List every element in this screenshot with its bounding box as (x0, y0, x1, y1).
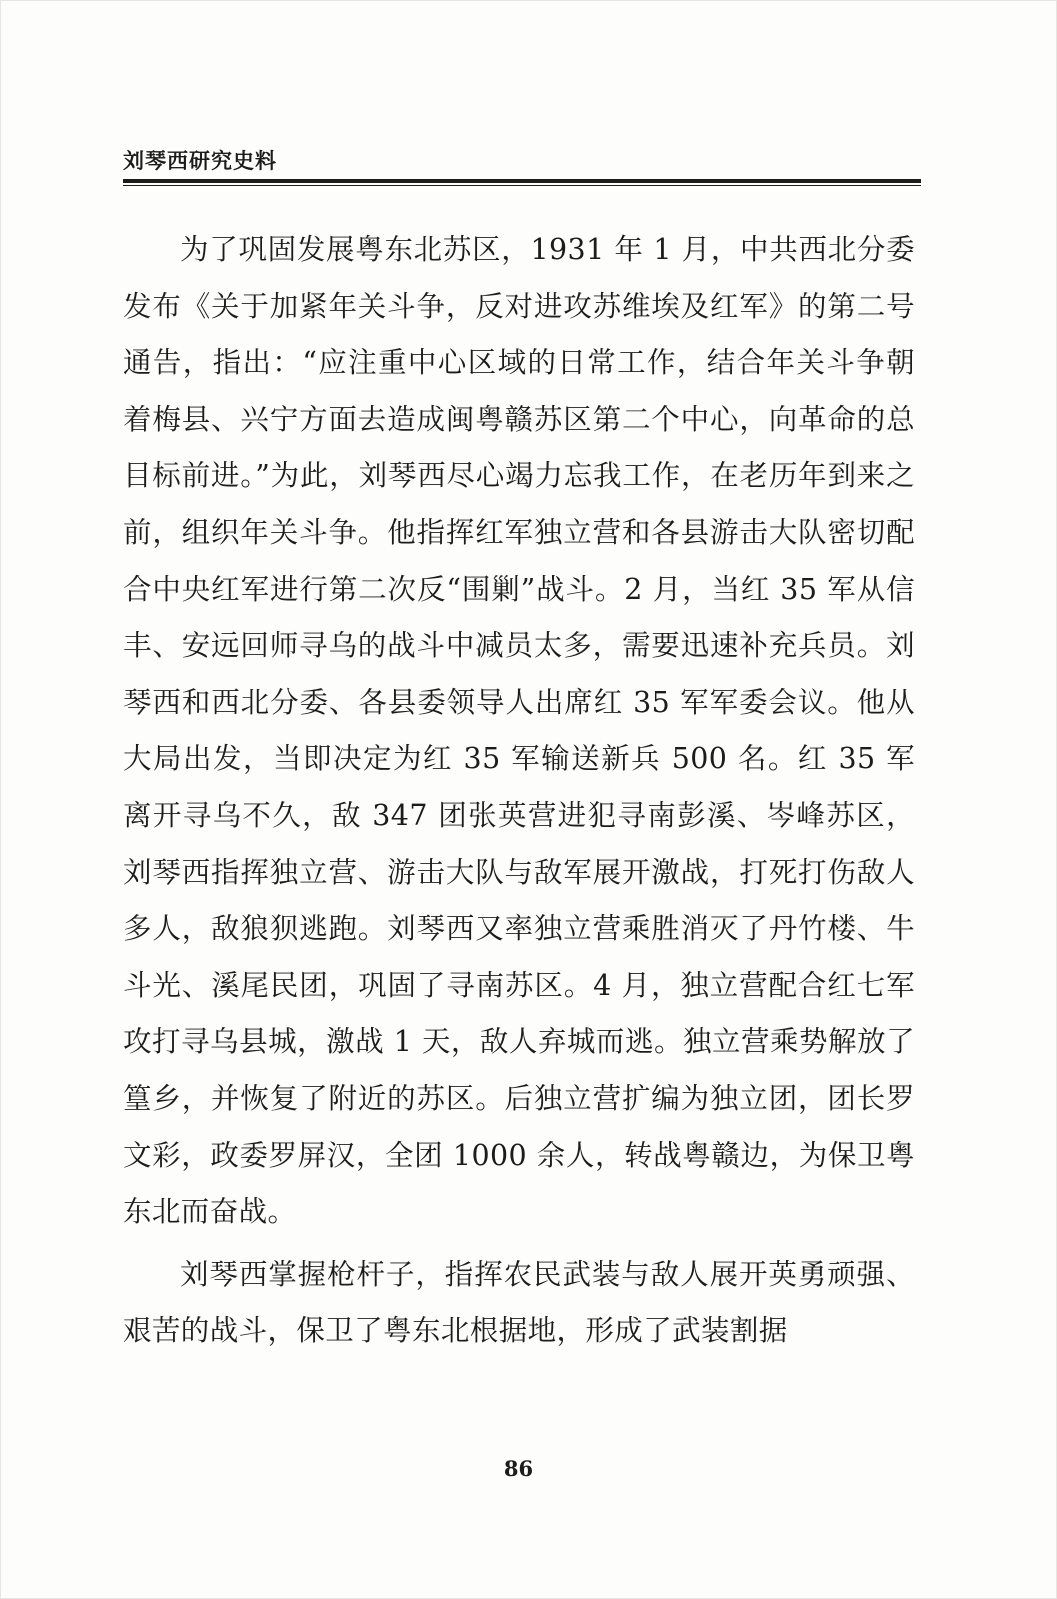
header-rule-thick (123, 179, 921, 183)
running-header (123, 146, 921, 186)
header-rule-thin (123, 185, 921, 186)
page-number: 86 (503, 1456, 534, 1481)
body-text (123, 222, 915, 1360)
book-title: 刘琴西研究史料 (123, 149, 277, 173)
paragraph-2: 刘琴西掌握枪杆子，指挥农民武装与敌人展开英勇顽强、艰苦的战斗，保卫了粤东北根据地，形成了武装割据 (123, 1257, 915, 1348)
paragraph-1: 为了巩固发展粤东北苏区，1931 年 1 月，中共西北分委发布《关于加紧年关斗争，反对进攻苏维埃及红军》的第二号通告，指出：“应注重中心区域的日常工作，结合年关斗争朝着梅县、兴宁方面去造成闽粤赣苏区第二个中心，向革命的总目标前进。”为此，刘琴西尽心竭力忘我工作，在老历年到来之前，组织年关斗争。他指挥红军独立营和各县游击大队密切配合中央红军进行第二次反“围剿”战斗。2 月，当红 35 军从信丰、安远回师寻乌的战斗中减员太多，需要迅速补充兵员。刘琴西和西北分委、各县委领导人出席红 35 军军委会议。他从大局出发，当即决定为红 35 军输送新兵 500 名。红 35 军离开寻乌不久，敌 347 团张英营进犯寻南彭溪、岑峰苏区，刘琴西指挥独立营、游击大队与敌军展开激战，打死打伤敌人多人，敌狼狈逃跑。刘琴西又率独立营乘胜消灭了丹竹楼、牛斗光、溪尾民团，巩固了寻南苏区。4 月，独立营配合红七军攻打寻乌县城，激战 1 天，敌人弃城而逃。独立营乘势解放了篁乡，并恢复了附近的苏区。后独立营扩编为独立团，团长罗文彩，政委罗屏汉，全团 1000 余人，转战粤赣边，为保卫粤东北而奋战。 (123, 233, 915, 1229)
